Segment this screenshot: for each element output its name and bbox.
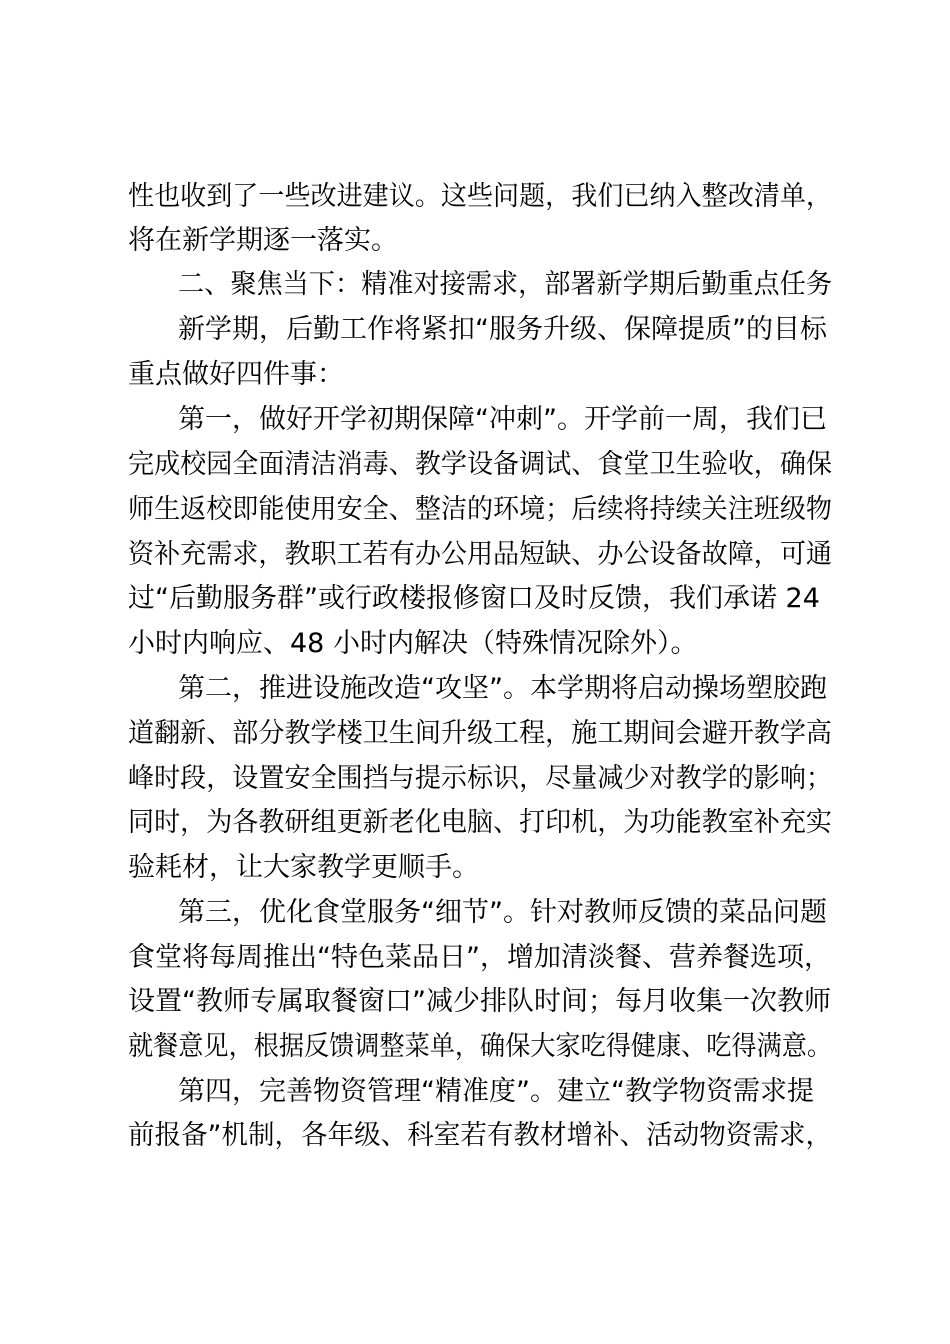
text-line: 资补充需求，教职工若有办公用品短缺、办公设备故障，可通	[128, 539, 832, 570]
text-line: 第三，优化食堂服务“细节”。针对教师反馈的菜品问题	[178, 897, 827, 928]
text-line: 设置“教师专属取餐窗口”减少排队时间；每月收集一次教师	[128, 986, 831, 1017]
text-line: 食堂将每周推出“特色菜品日”，增加清淡餐、营养餐选项，	[128, 942, 831, 973]
text-line: 过“后勤服务群”或行政楼报修窗口及时反馈，我们承诺 24	[128, 583, 820, 614]
text-line: 同时，为各教研组更新老化电脑、打印机，为功能教室补充实	[128, 807, 832, 838]
text-line: 第四，完善物资管理“精准度”。建立“教学物资需求提	[178, 1076, 814, 1107]
text-line: 道翻新、部分教学楼卫生间升级工程，施工期间会避开教学高	[128, 718, 832, 749]
text-line: 小时内响应、48 小时内解决（特殊情况除外）。	[128, 628, 698, 659]
text-line: 重点做好四件事：	[128, 359, 344, 390]
text-line: 第二，推进设施改造“攻坚”。本学期将启动操场塑胶跑	[178, 673, 827, 704]
text-line: 峰时段，设置安全围挡与提示标识，尽量减少对教学的影响；	[128, 763, 832, 794]
text-line: 验耗材，让大家教学更顺手。	[128, 852, 479, 883]
text-line: 将在新学期逐一落实。	[128, 225, 398, 256]
text-line: 就餐意见，根据反馈调整菜单，确保大家吃得健康、吃得满意。	[128, 1031, 832, 1062]
text-line: 完成校园全面清洁消毒、教学设备调试、食堂卫生验收，确保	[128, 449, 832, 480]
text-line: 第一，做好开学初期保障“冲刺”。开学前一周，我们已	[178, 404, 827, 435]
text-line: 师生返校即能使用安全、整洁的环境；后续将持续关注班级物	[128, 494, 832, 525]
text-line: 性也收到了一些改进建议。这些问题，我们已纳入整改清单，	[128, 181, 832, 212]
text-line: 前报备”机制，各年级、科室若有教材增补、活动物资需求，	[128, 1120, 832, 1151]
text-line: 新学期，后勤工作将紧扣“服务升级、保障提质”的目标	[178, 314, 827, 345]
section-heading: 二、聚焦当下：精准对接需求，部署新学期后勤重点任务	[178, 269, 832, 300]
